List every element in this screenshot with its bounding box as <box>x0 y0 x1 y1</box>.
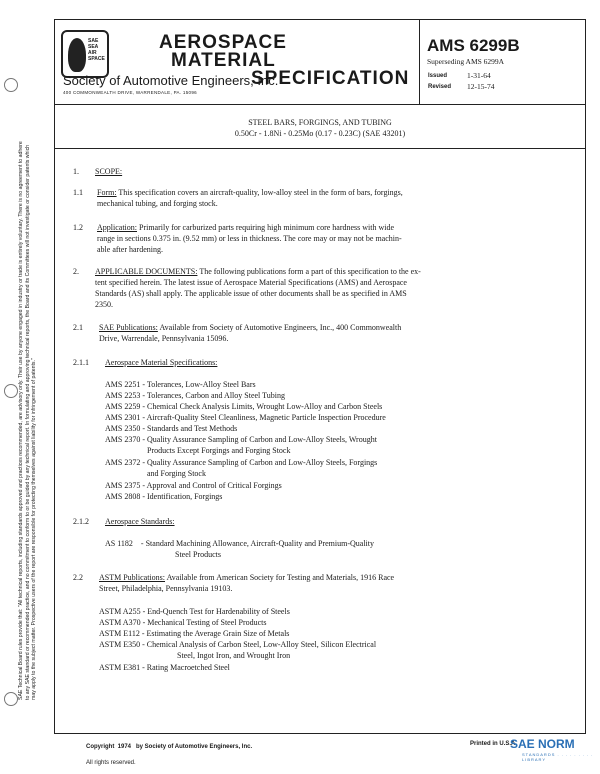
paragraph-text: Primarily for carburized parts requiring high minimum core hardness with wide <box>139 223 395 232</box>
header-aerospace: AEROSPACE <box>159 32 287 53</box>
paragraph-line <box>97 222 394 233</box>
issued-date: 1-31-64 <box>467 71 491 80</box>
paragraph-line: Standards (AS) shall apply. The applicable issue of other documents shall be as specified in AMS <box>95 289 407 298</box>
paragraph-line: mechanical tubing, and forging stock. <box>97 199 218 208</box>
section-number: 1.2 <box>73 223 83 232</box>
paragraph-text: The following publications form a part of this specification to the ex- <box>199 267 421 276</box>
issued-label: Issued <box>428 73 448 79</box>
title-rule <box>55 148 585 149</box>
sae-logo <box>61 30 109 78</box>
paragraph-line <box>95 266 421 277</box>
paragraph-line: Drive, Warrendale, Pennsylvania 15096. <box>99 334 229 343</box>
paragraph-line <box>99 322 401 333</box>
paragraph-heading: Aerospace Material Specifications: <box>105 358 218 367</box>
reference-item: AMS 2375 - Approval and Control of Critical Forgings <box>105 481 282 490</box>
watermark-sub: STANDARDS . . . . . . . . . LIBRARY <box>522 752 594 762</box>
reference-item: AMS 2350 - Standards and Test Methods <box>105 424 238 433</box>
reference-item: AMS 2253 - Tolerances, Carbon and Alloy Steel Tubing <box>105 391 285 400</box>
section-number: 1.1 <box>73 188 83 197</box>
reference-item-continued: and Forging Stock <box>147 469 206 478</box>
side-legal-note: SAE Technical Board rules provide that: "All technical reports, including standards approved and practices recommended, are advisory only. Their use by anyone engaged in industry or trade is entirely voluntary. There is no agreement to adhere to any SAE standard or recommended practice, and no commitment to conform to or be guided by any technical report. In formulating and approving technical reports, the Board and its Committees will not investigate or consider patents which may apply to the subject matter. Prospective users of the report are responsible for protecting themselves against liability for infringement of patents." <box>18 141 38 700</box>
paragraph-heading: APPLICABLE DOCUMENTS: <box>95 267 198 276</box>
paragraph-heading: SAE Publications: <box>99 323 158 332</box>
section-number: 2.1 <box>73 323 83 332</box>
document-frame <box>54 19 586 734</box>
section-number: 2.2 <box>73 573 83 582</box>
binder-hole <box>4 692 18 706</box>
section-number: 2. <box>73 267 79 276</box>
reference-item: ASTM A255 - End-Quench Test for Hardenability of Steels <box>99 607 290 616</box>
header-rule <box>55 104 585 105</box>
paragraph-heading: ASTM Publications: <box>99 573 166 582</box>
paragraph-text: Available from American Society for Testing and Materials, 1916 Race <box>166 573 395 582</box>
reference-item: AMS 2259 - Chemical Check Analysis Limits, Wrought Low-Alloy and Carbon Steels <box>105 402 383 411</box>
paragraph-line: tent specified herein. The latest issue of Aerospace Material Specifications (AMS) and Aerospace <box>95 278 407 287</box>
reference-item: ASTM E381 - Rating Macroetched Steel <box>99 663 230 672</box>
paragraph-heading: Application: <box>97 223 137 232</box>
reference-item: ASTM A370 - Mechanical Testing of Steel Products <box>99 618 267 627</box>
doc-subtitle: 0.50Cr - 1.8Ni - 0.25Mo (0.17 - 0.23C) (SAE 43201) <box>234 129 406 138</box>
rights-notice: All rights reserved. <box>86 760 136 766</box>
reference-item: AMS 2372 - Quality Assurance Sampling of Carbon and Low-Alloy Steels, Forgings <box>105 458 378 467</box>
society-name: Society of Automotive Engineers, Inc. <box>63 73 279 88</box>
reference-item: AS 1182 - Standard Machining Allowance, Aircraft-Quality and Premium-Quality <box>105 539 374 548</box>
paragraph-text: This specification covers an aircraft-quality, low-alloy steel in the form of bars, forgings, <box>118 188 403 197</box>
reference-item: AMS 2301 - Aircraft-Quality Steel Cleanliness, Magnetic Particle Inspection Procedure <box>105 413 386 422</box>
paragraph-line: Street, Philadelphia, Pennsylvania 19103. <box>99 584 233 593</box>
paragraph-line: 2350. <box>95 300 113 309</box>
reference-item-continued: Steel Products <box>175 550 221 559</box>
section-number: 2.1.2 <box>73 517 89 526</box>
reference-item-continued: Products Except Forgings and Forging Stock <box>147 446 291 455</box>
header-divider <box>419 20 420 104</box>
reference-item-continued: Steel, Ingot Iron, and Wrought Iron <box>177 651 291 660</box>
sae-emblem-icon <box>68 38 86 72</box>
paragraph-heading: Form: <box>97 188 117 197</box>
printed-in: Printed in U.S.A. <box>470 741 518 747</box>
paragraph-line <box>97 187 403 198</box>
reference-item: ASTM E112 - Estimating the Average Grain Size of Metals <box>99 629 290 638</box>
revised-date: 12-15-74 <box>467 82 495 91</box>
copyright-notice: Copyright 1974 by Society of Automotive Engineers, Inc. <box>86 744 253 750</box>
header-specification: SPECIFICATION <box>251 68 410 89</box>
logo-text: SAE SEA AIR SPACE <box>88 38 105 62</box>
spec-number: AMS 6299B <box>427 36 520 55</box>
section-number: 1. <box>73 167 79 176</box>
watermark: SAE NORM <box>510 737 575 751</box>
binder-hole <box>4 78 18 92</box>
paragraph-line: able after hardening. <box>97 245 163 254</box>
section-number: 2.1.1 <box>73 358 89 367</box>
society-address: 400 COMMONWEALTH DRIVE, WARRENDALE, PA. 15096 <box>63 90 197 95</box>
header-material: MATERIAL <box>171 50 276 71</box>
reference-item: AMS 2370 - Quality Assurance Sampling of Carbon and Low-Alloy Steels, Wrought <box>105 435 377 444</box>
reference-item: AMS 2251 - Tolerances, Low-Alloy Steel Bars <box>105 380 256 389</box>
revised-label: Revised <box>428 84 452 90</box>
paragraph-line <box>99 572 394 583</box>
doc-title: STEEL BARS, FORGINGS, AND TUBING <box>248 118 392 127</box>
paragraph-line: range in sections 0.375 in. (9.52 mm) or less in thickness. The core may or may not be machin- <box>97 234 402 243</box>
paragraph-text: Available from Society of Automotive Engineers, Inc., 400 Commonwealth <box>159 323 402 332</box>
reference-item: AMS 2808 - Identification, Forgings <box>105 492 223 501</box>
reference-item: ASTM E350 - Chemical Analysis of Carbon Steel, Low-Alloy Steel, Silicon Electrical <box>99 640 377 649</box>
superseding-note: Superseding AMS 6299A <box>427 57 505 66</box>
binder-hole <box>4 384 18 398</box>
section-heading: SCOPE: <box>95 167 123 176</box>
paragraph-heading: Aerospace Standards: <box>105 517 175 526</box>
